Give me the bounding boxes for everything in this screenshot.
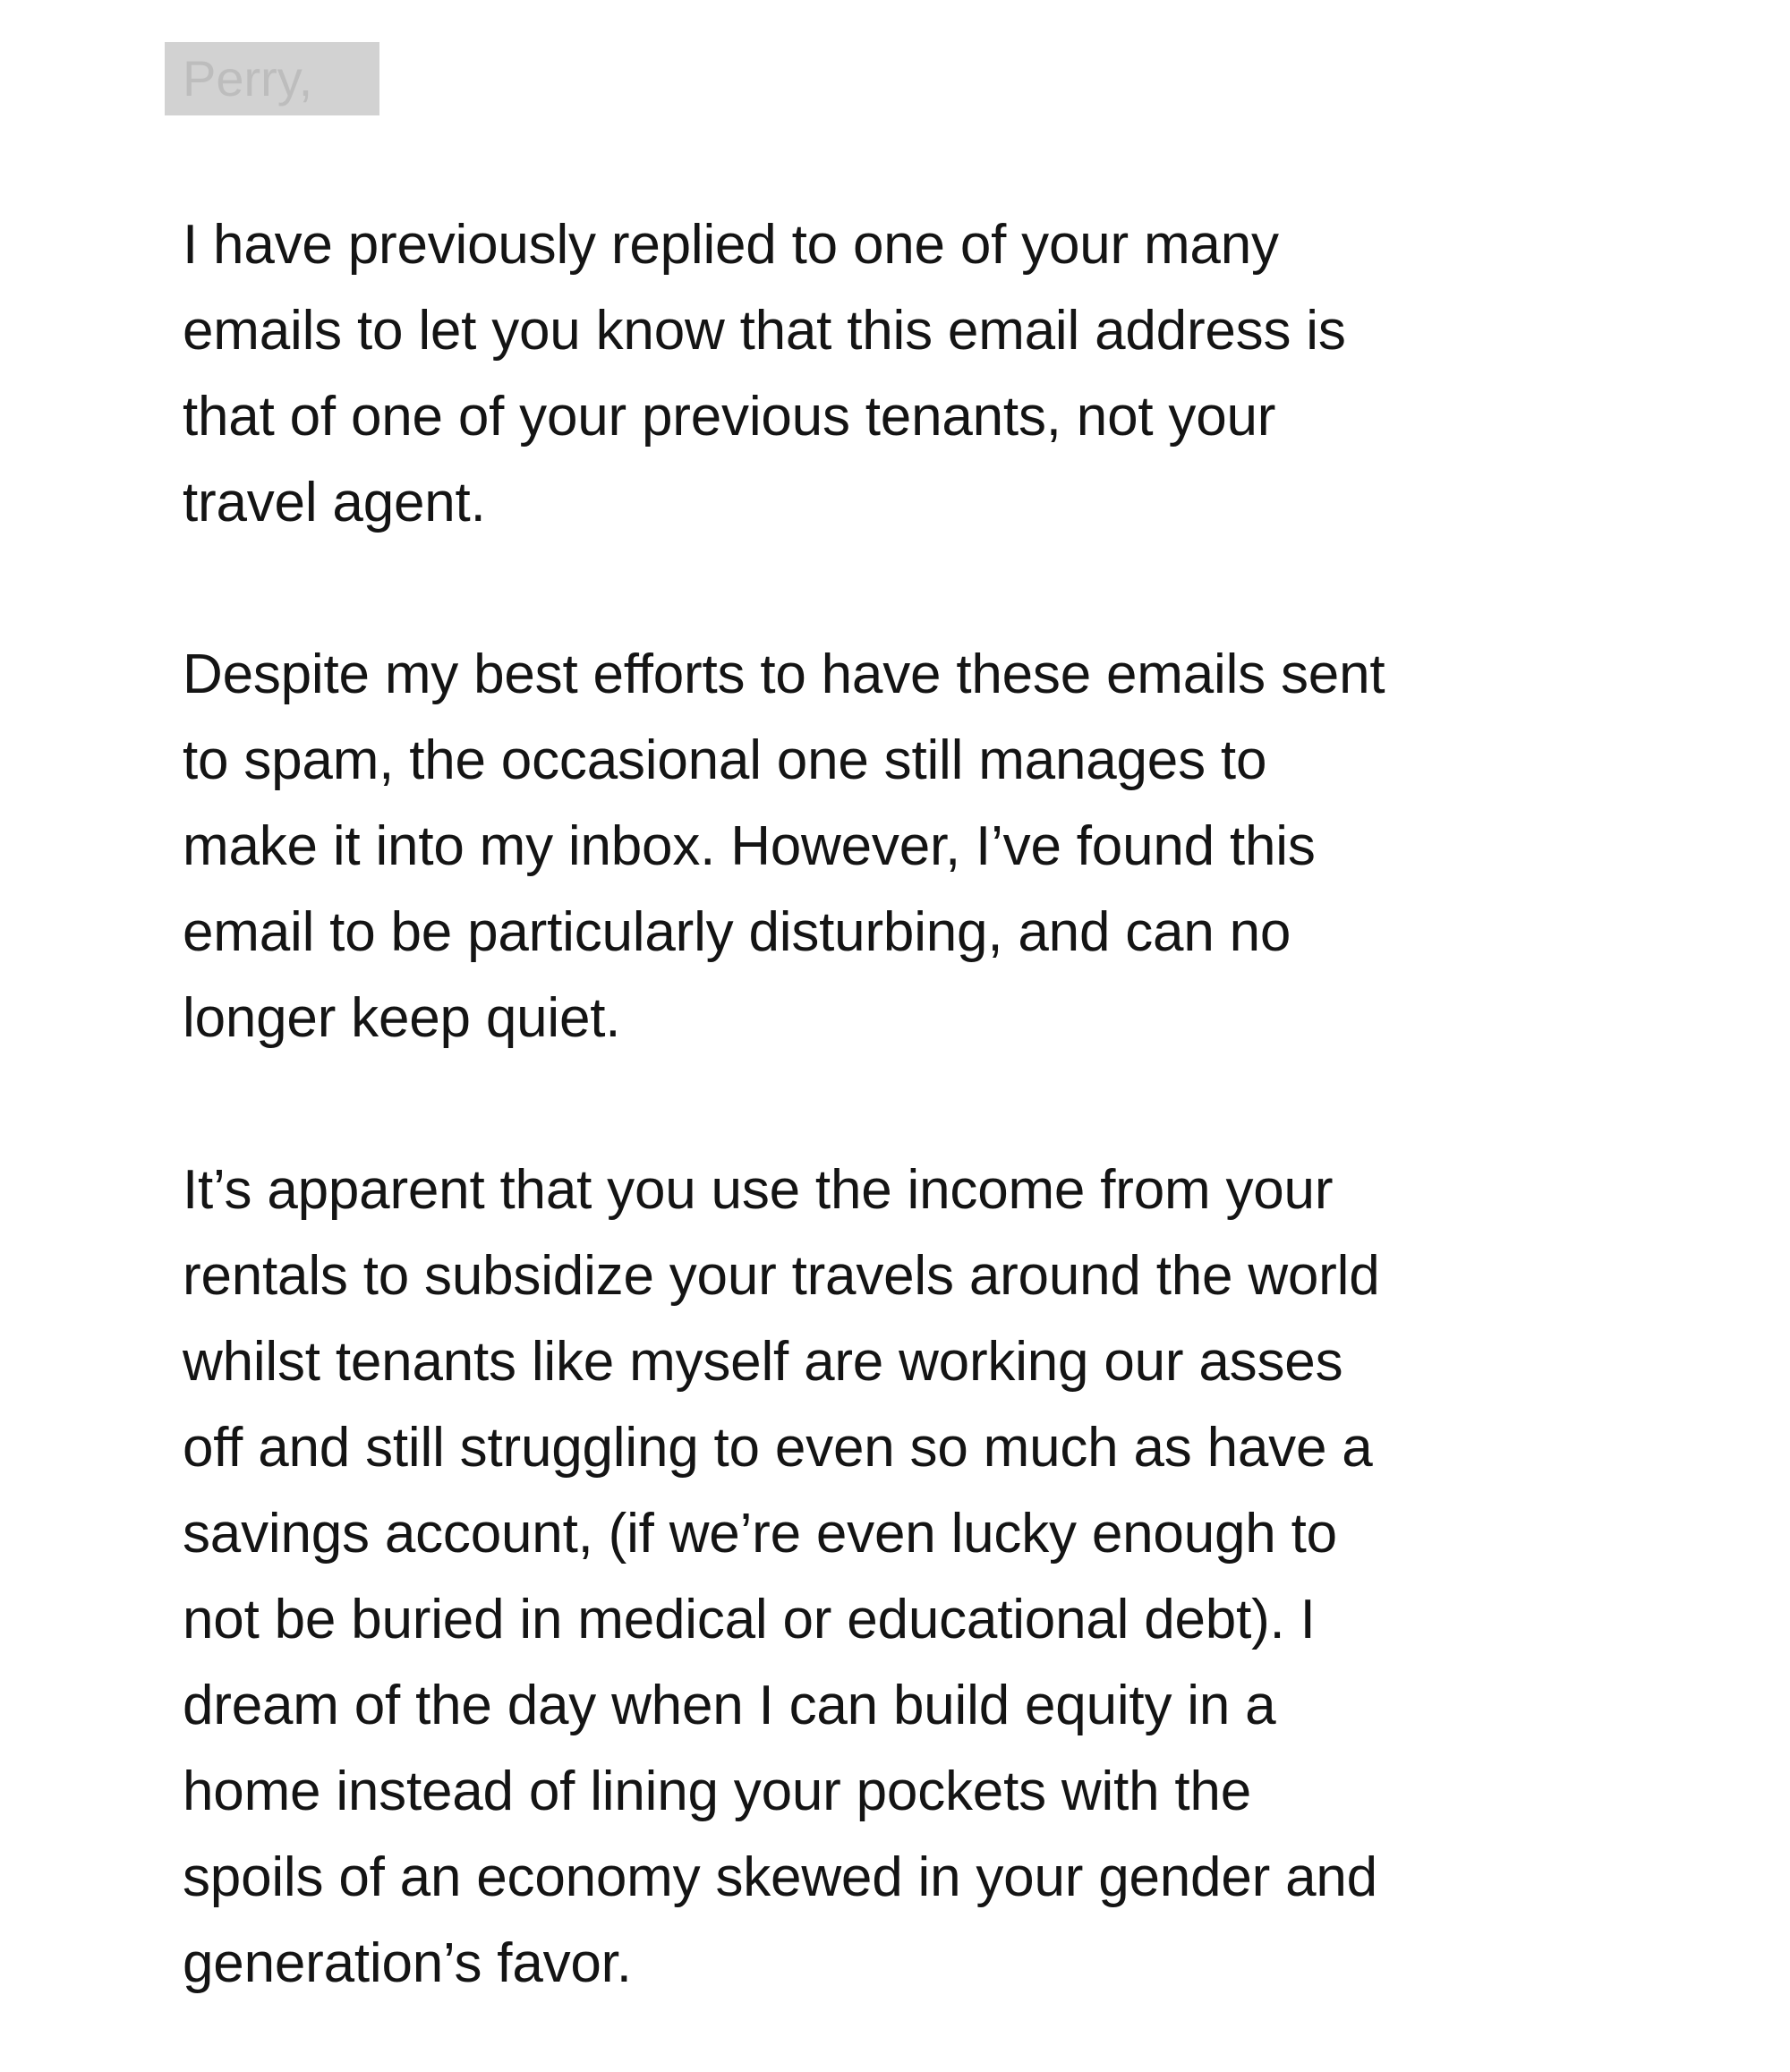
paragraph-2 <box>183 632 1579 1062</box>
paragraph-3 <box>183 1147 1579 2007</box>
text-line: longer keep quiet. <box>183 987 621 1049</box>
text-line: emails to let you know that this email address is <box>183 300 1346 362</box>
text-line: not be buried in medical or educational debt). I <box>183 1589 1316 1650</box>
text-line: email to be particularly disturbing, and can no <box>183 901 1291 963</box>
text-line: to spam, the occasional one still manages to <box>183 729 1267 791</box>
text-line: dream of the day when I can build equity in a <box>183 1675 1276 1736</box>
text-line: that of one of your previous tenants, not your <box>183 386 1276 448</box>
text-line: savings account, (if we’re even lucky enough to <box>183 1503 1337 1565</box>
text-line: off and still struggling to even so much as have a <box>183 1417 1373 1479</box>
email-body <box>183 202 1579 2007</box>
paragraph-spacer <box>183 546 1579 632</box>
text-line: I have previously replied to one of your many <box>183 214 1279 276</box>
text-line: rentals to subsidize your travels around the world <box>183 1245 1380 1307</box>
text-line: make it into my inbox. However, I’ve found this <box>183 815 1316 877</box>
text-line: whilst tenants like myself are working our asses <box>183 1331 1343 1393</box>
text-line: travel agent. <box>183 472 486 533</box>
redacted-greeting: Perry, <box>165 42 379 115</box>
text-line: generation’s favor. <box>183 1932 632 1994</box>
paragraph-1 <box>183 202 1579 546</box>
text-line: spoils of an economy skewed in your gender and <box>183 1846 1377 1908</box>
text-line: home instead of lining your pockets with the <box>183 1761 1251 1822</box>
text-line: It’s apparent that you use the income from your <box>183 1159 1334 1221</box>
paragraph-spacer <box>183 1062 1579 1147</box>
text-line: Despite my best efforts to have these emails sent <box>183 644 1385 705</box>
